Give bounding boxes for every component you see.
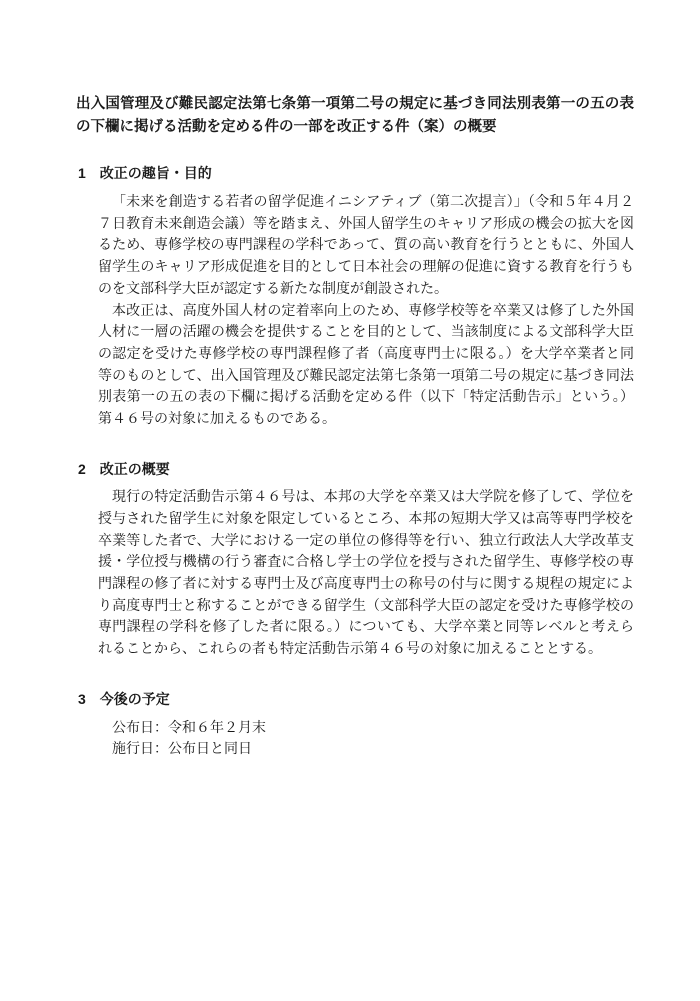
section-schedule-heading: 3 今後の予定 bbox=[78, 690, 170, 707]
section-purpose-body bbox=[76, 192, 634, 431]
promulgation-date-line: 公布日：令和６年２月末 bbox=[112, 720, 266, 736]
enforcement-date-line: 施行日：公布日と同日 bbox=[112, 742, 252, 758]
paragraph: 本改正は、高度外国人材の定着率向上のため、専修学校等を卒業又は修了した外国人材に一層の活躍の機会を提供することを目的として、当該制度による文部科学大臣の認定を受けた専修学校の専門課程修了者（高度専門士に限る。）を大学卒業者と同等のものとして、出入国管理及び難民認定法第七条第一項第二号の規定に基づき同法別表第一の五の表の下欄に掲げる活動を定める件（以下「特定活動告示」という。）第４６号の対象に加えるものである。 bbox=[98, 303, 634, 427]
paragraph: 現行の特定活動告示第４６号は、本邦の大学を卒業又は大学院を修了して、学位を授与された留学生に対象を限定しているところ、本邦の短期大学又は高等専門学校を卒業等した者で、大学における一定の単位の修得等を行い、独立行政法人大学改革支援・学位授与機構の行う審査に合格し学士の学位を授与された留学生、専修学校の専門課程の修了者に対する専門士及び高度専門士の称号の付与に関する規程の規定により高度専門士と称することができる留学生（文部科学大臣の認定を受けた専修学校の専門課程の学科を修了した者に限る。）についても、大学卒業と同等レベルと考えられることから、これらの者も特定活動告示第４６号の対象に加えることとする。 bbox=[98, 490, 634, 658]
section-outline-heading: 2 改正の概要 bbox=[78, 460, 170, 477]
section-purpose bbox=[76, 163, 634, 430]
paragraph: 「未来を創造する若者の留学促進イニシアティブ（第二次提言）」（令和５年４月２７日教育未来創造会議）等を踏まえ、外国人留学生のキャリア形成の機会の拡大を図るため、専修学校の専門課程の学科であって、質の高い教育を行うとともに、外国人留学生のキャリア形成促進を目的として日本社会の理解の促進に資する教育を行うものを文部科学大臣が認定する新たな制度が創設された。 bbox=[98, 195, 634, 297]
section-purpose-heading: 1 改正の趣旨・目的 bbox=[78, 165, 212, 182]
document-title: 出入国管理及び難民認定法第七条第一項第二号の規定に基づき同法別表第一の五の表の下欄に掲げる活動を定める件の一部を改正する件（案）の概要 bbox=[76, 96, 634, 136]
section-outline bbox=[76, 459, 634, 661]
section-schedule bbox=[76, 689, 634, 761]
section-schedule-body bbox=[76, 718, 634, 761]
section-outline-body bbox=[76, 487, 634, 661]
